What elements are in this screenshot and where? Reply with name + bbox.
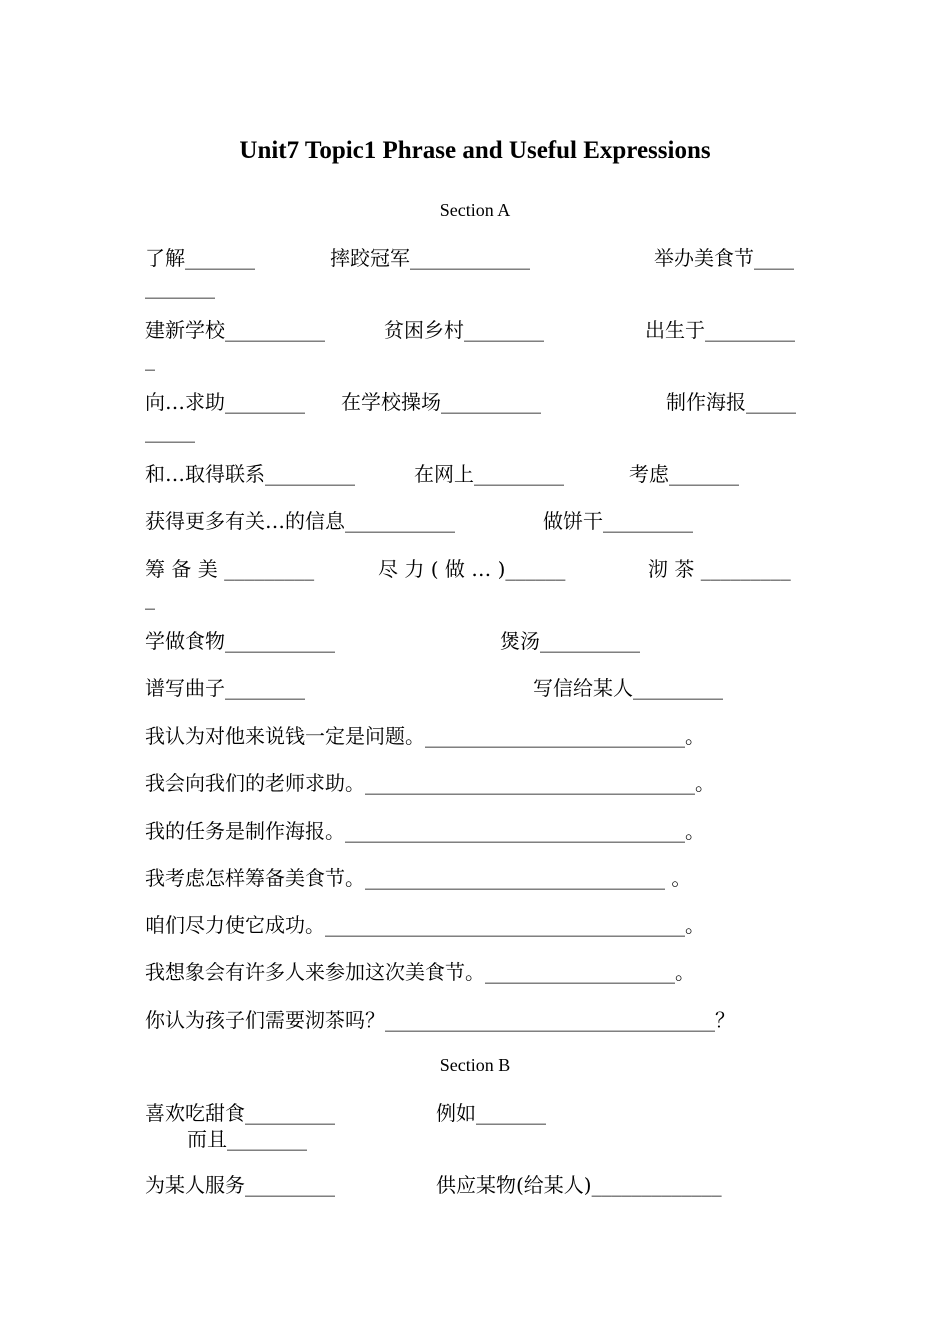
phrase-item: 谱写曲子________ bbox=[145, 676, 305, 700]
section-a-heading: Section A bbox=[439, 200, 511, 220]
sentence-item: 你认为孩子们需要沏茶吗？_________________________________？ bbox=[145, 1008, 735, 1032]
phrase-item-continuation: _______ bbox=[145, 275, 215, 299]
phrase-item: 获得更多有关…的信息___________ bbox=[145, 509, 455, 533]
phrase-item: 在网上_________ bbox=[414, 462, 564, 486]
phrase-item: 向…求助________ bbox=[145, 390, 305, 414]
phrase-item: 制作海报_____ bbox=[666, 390, 796, 414]
phrase-item: 例如_______ bbox=[436, 1101, 546, 1125]
phrase-item: 学做食物___________ bbox=[145, 629, 335, 653]
phrase-item-continuation: _ bbox=[145, 347, 155, 371]
phrase-item: 举办美食节____ bbox=[654, 246, 794, 270]
phrase-item: 在学校操场__________ bbox=[341, 390, 541, 414]
phrase-item: 了解_______ bbox=[145, 246, 255, 270]
phrase-item: 出生于_________ bbox=[645, 318, 795, 342]
phrase-item: 摔跤冠军____________ bbox=[330, 246, 530, 270]
phrase-item: 建新学校__________ bbox=[145, 318, 325, 342]
phrase-item-continuation: _ bbox=[145, 586, 155, 610]
phrase-item: 喜欢吃甜食_________ bbox=[145, 1101, 335, 1125]
phrase-item: 做饼干_________ bbox=[543, 509, 693, 533]
sentence-item: 我的任务是制作海报。__________________________________。 bbox=[145, 819, 705, 843]
sentence-item: 我认为对他来说钱一定是问题。__________________________。 bbox=[145, 724, 705, 748]
sentence-item: 我想象会有许多人来参加这次美食节。___________________。 bbox=[145, 960, 695, 984]
sentence-item: 咱们尽力使它成功。____________________________________。 bbox=[145, 913, 705, 937]
phrase-item: 沏 茶 _________ bbox=[648, 557, 791, 581]
sentence-item: 我会向我们的老师求助。_________________________________。 bbox=[145, 771, 715, 795]
sentence-item: 我考虑怎样筹备美食节。______________________________ 。 bbox=[145, 866, 692, 890]
section-b-heading: Section B bbox=[439, 1055, 511, 1075]
phrase-item: 和…取得联系_________ bbox=[145, 462, 355, 486]
phrase-item: 尽 力 ( 做 … )______ bbox=[378, 557, 566, 581]
phrase-item: 煲汤__________ bbox=[500, 629, 640, 653]
phrase-item: 供应某物(给某人)_____________ bbox=[436, 1173, 722, 1197]
phrase-item: 为某人服务_________ bbox=[145, 1173, 335, 1197]
phrase-item-continuation: _____ bbox=[145, 419, 195, 443]
phrase-item: 写信给某人_________ bbox=[533, 676, 723, 700]
phrase-item: 考虑_______ bbox=[629, 462, 739, 486]
phrase-item: 贫困乡村________ bbox=[384, 318, 544, 342]
page-title: Unit7 Topic1 Phrase and Useful Expressions bbox=[239, 137, 711, 164]
phrase-item: 筹 备 美 _________ bbox=[145, 557, 315, 581]
phrase-item: 而且________ bbox=[187, 1127, 307, 1151]
